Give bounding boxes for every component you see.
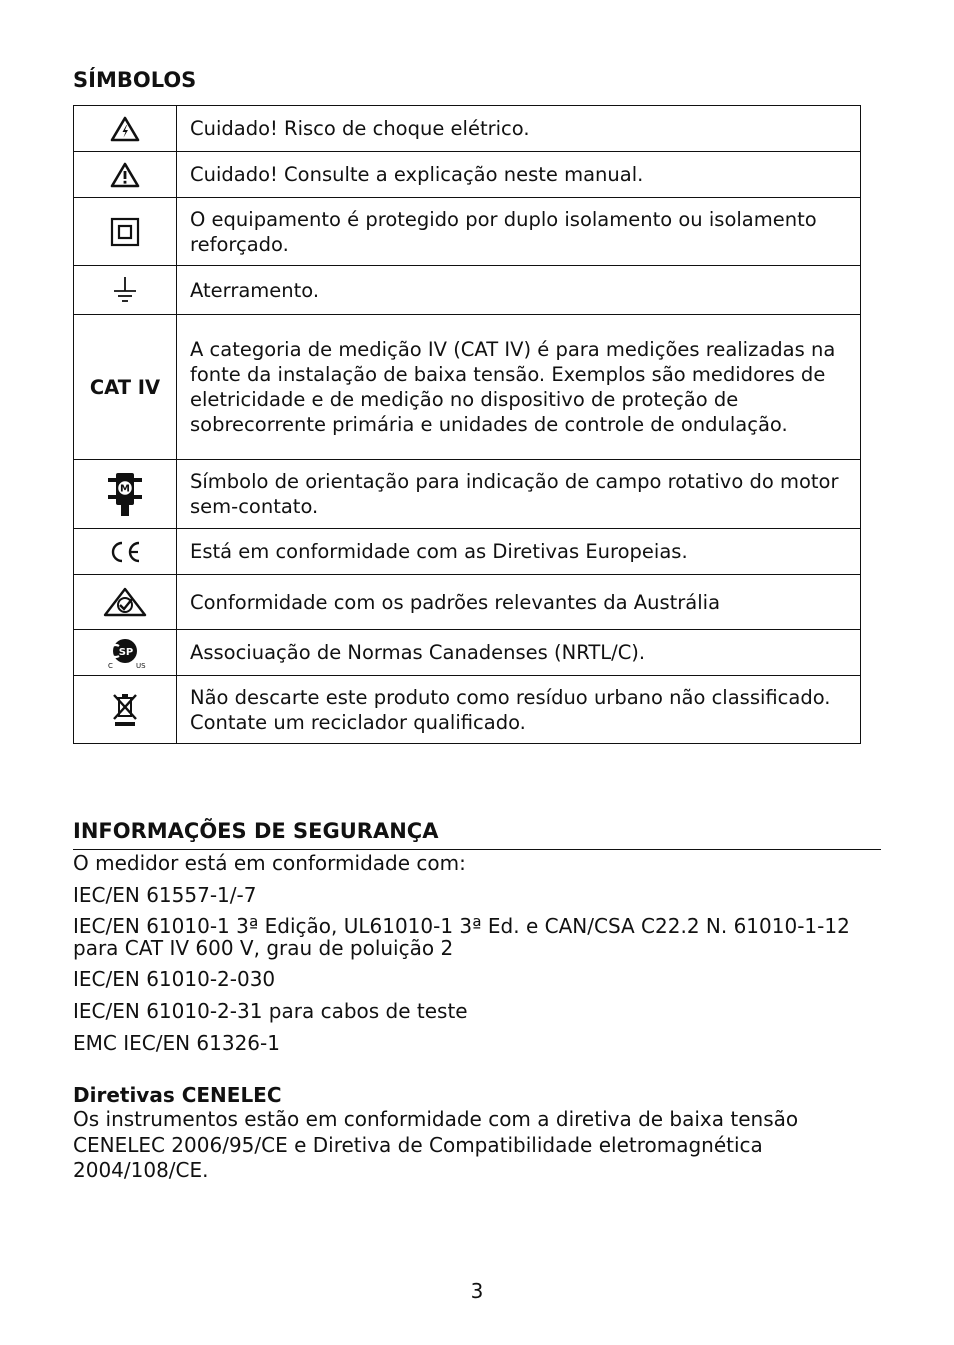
table-row <box>74 198 861 266</box>
svg-text:US: US <box>136 661 146 670</box>
table-row <box>74 676 861 744</box>
table-row <box>74 529 861 575</box>
cat-iv-label: CAT IV <box>89 375 161 399</box>
cenelec-title: Diretivas CENELEC <box>73 1083 282 1107</box>
table-row <box>74 460 861 529</box>
svg-text:C: C <box>108 661 113 670</box>
caution-warning-icon <box>110 162 140 188</box>
page-number: 3 <box>470 1279 484 1303</box>
symbol-description: Está em conformidade com as Diretivas Europeias. <box>177 529 861 575</box>
csa-mark-icon <box>103 636 147 670</box>
table-row <box>74 630 861 676</box>
standard-item: IEC/EN 61010-2-31 para cabos de teste <box>73 999 468 1023</box>
standard-item: EMC IEC/EN 61326-1 <box>73 1031 280 1055</box>
svg-text:M: M <box>120 483 130 495</box>
rcm-mark-icon <box>103 587 147 617</box>
svg-text:SP: SP <box>118 646 134 658</box>
standard-item: IEC/EN 61557-1/-7 <box>73 883 257 907</box>
cenelec-text: Os instrumentos estão em conformidade com a diretiva de baixa tensão CENELEC 2006/95/CE e Diretiva de Compatibilidade eletromagnética 2004/108/CE. <box>73 1107 799 1182</box>
motor-rotation-icon <box>105 471 145 517</box>
ground-icon <box>111 276 139 304</box>
symbol-description: A categoria de medição IV (CAT IV) é para medições realizadas na fonte da instalação de baixa tensão. Exemplos são medidores de eletricidade e de medição no dispositivo de proteção de sobrecorrente primária e unidades de controle de ondulação. <box>177 315 861 460</box>
symbol-description: Conformidade com os padrões relevantes da Austrália <box>177 575 861 630</box>
table-row <box>74 106 861 152</box>
symbol-description: Símbolo de orientação para indicação de campo rotativo do motor sem-contato. <box>177 460 861 529</box>
safety-intro: O medidor está em conformidade com: <box>73 851 466 875</box>
electric-shock-warning-icon <box>110 116 140 142</box>
safety-section <box>73 819 881 1184</box>
symbol-description: Aterramento. <box>177 266 861 315</box>
table-row <box>74 575 861 630</box>
table-row <box>74 152 861 198</box>
ce-mark-icon <box>108 540 142 564</box>
symbol-description: Cuidado! Risco de choque elétrico. <box>177 106 861 152</box>
standard-item: IEC/EN 61010-2-030 <box>73 967 276 991</box>
symbol-description: Associuação de Normas Canadenses (NRTL/C). <box>177 630 861 676</box>
table-row <box>74 266 861 315</box>
standard-item: IEC/EN 61010-1 3ª Edição, UL61010-1 3ª Ed. e CAN/CSA C22.2 N. 61010-1-12 para CAT IV 600 V, grau de poluição 2 <box>73 914 850 960</box>
symbol-description: O equipamento é protegido por duplo isolamento ou isolamento reforçado. <box>177 198 861 266</box>
double-insulation-icon <box>110 217 140 247</box>
symbols-table <box>73 105 861 744</box>
section-divider <box>73 849 881 850</box>
table-row <box>74 315 861 460</box>
symbol-description: Cuidado! Consulte a explicação neste manual. <box>177 152 861 198</box>
weee-bin-icon <box>110 692 140 728</box>
symbol-description: Não descarte este produto como resíduo urbano não classificado. Contate um reciclador qualificado. <box>177 676 861 744</box>
symbols-title: SÍMBOLOS <box>73 68 197 92</box>
safety-title: INFORMAÇÕES DE SEGURANÇA <box>73 819 439 843</box>
